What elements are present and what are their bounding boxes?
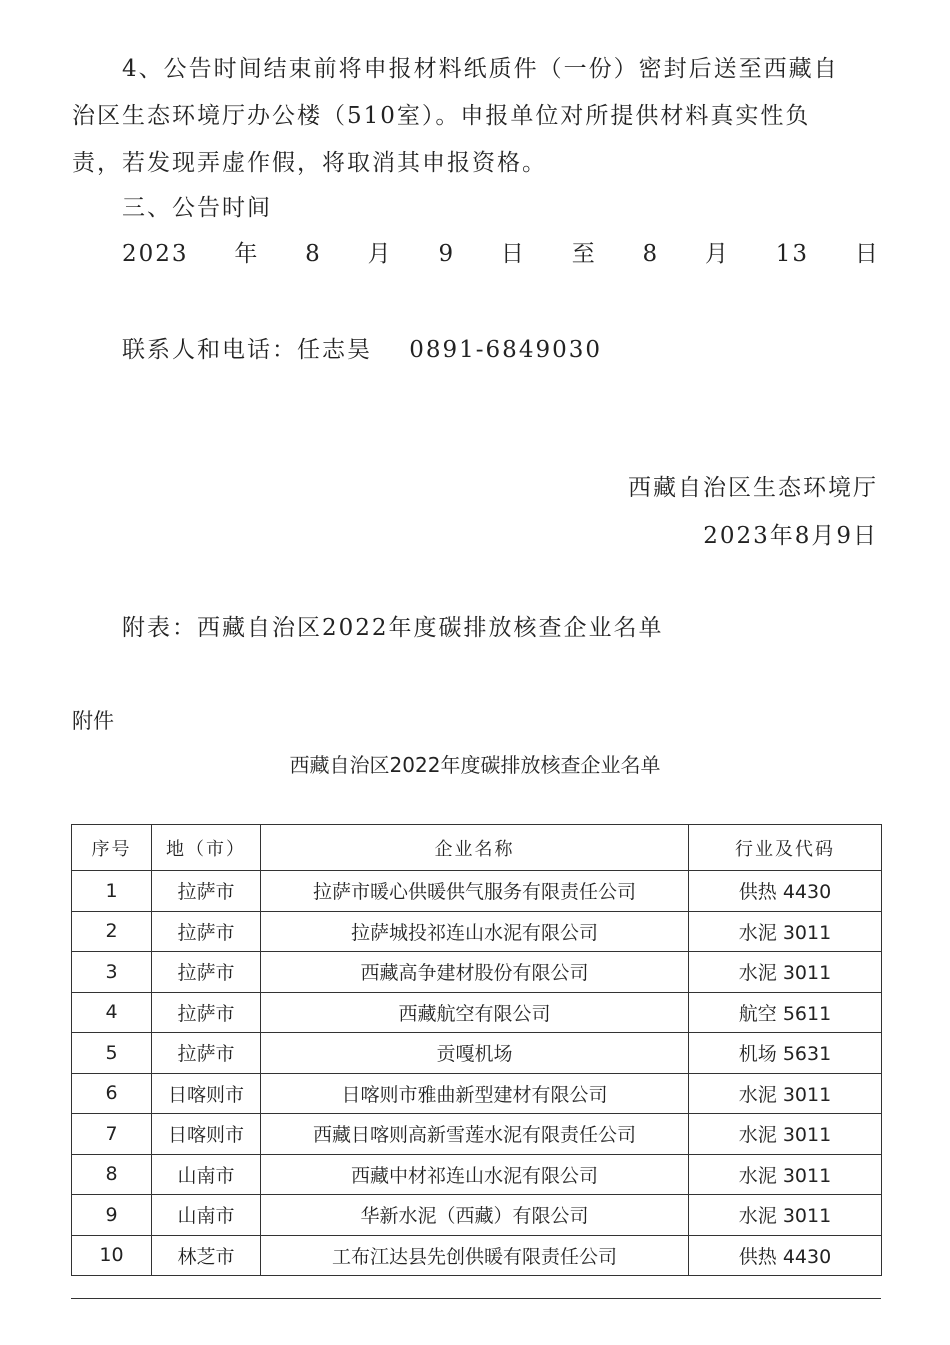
cell-industry: 水泥 3011	[689, 1154, 882, 1195]
cell-index: 8	[72, 1154, 152, 1195]
appendix-note: 附表：西藏自治区2022年度碳排放核查企业名单	[122, 615, 664, 641]
attachment-label: 附件	[72, 709, 114, 733]
cell-index: 4	[72, 992, 152, 1033]
period-token: 至	[571, 241, 597, 267]
cell-city: 拉萨市	[152, 1033, 261, 1074]
cell-industry: 水泥 3011	[689, 1114, 882, 1155]
cell-company: 西藏日喀则高新雪莲水泥有限责任公司	[261, 1114, 689, 1155]
cell-index: 9	[72, 1195, 152, 1236]
cell-company: 贡嘎机场	[261, 1033, 689, 1074]
cell-company: 工布江达县先创供暖有限责任公司	[261, 1235, 689, 1276]
cell-city: 拉萨市	[152, 992, 261, 1033]
item-4-line: 治区生态环境厅办公楼（510室）。申报单位对所提供材料真实性负	[72, 103, 811, 129]
period-token: 年	[234, 241, 260, 267]
cell-industry: 供热 4430	[689, 1235, 882, 1276]
table-row	[72, 1033, 882, 1074]
cell-company: 日喀则市雅曲新型建材有限公司	[261, 1073, 689, 1114]
item-4-line: 责，若发现弄虚作假，将取消其申报资格。	[72, 150, 547, 176]
footer-rule	[71, 1298, 881, 1299]
header-company: 企业名称	[261, 825, 689, 871]
cell-city: 林芝市	[152, 1235, 261, 1276]
cell-city: 山南市	[152, 1195, 261, 1236]
issuer: 西藏自治区生态环境厅	[628, 475, 878, 501]
cell-company: 拉萨城投祁连山水泥有限公司	[261, 911, 689, 952]
cell-industry: 机场 5631	[689, 1033, 882, 1074]
table-row	[72, 911, 882, 952]
cell-index: 1	[72, 871, 152, 912]
cell-company: 拉萨市暖心供暖供气服务有限责任公司	[261, 871, 689, 912]
enterprise-table	[71, 824, 882, 1276]
cell-company: 西藏高争建材股份有限公司	[261, 952, 689, 993]
table-row	[72, 992, 882, 1033]
table-title: 西藏自治区2022年度碳排放核查企业名单	[289, 753, 661, 777]
cell-company: 华新水泥（西藏）有限公司	[261, 1195, 689, 1236]
table-row	[72, 1154, 882, 1195]
cell-index: 3	[72, 952, 152, 993]
period-token: 月	[367, 241, 393, 267]
period-token: 2023	[122, 241, 189, 267]
cell-industry: 水泥 3011	[689, 1073, 882, 1114]
cell-index: 5	[72, 1033, 152, 1074]
cell-city: 拉萨市	[152, 952, 261, 993]
cell-index: 7	[72, 1114, 152, 1155]
cell-industry: 水泥 3011	[689, 911, 882, 952]
table-row	[72, 1235, 882, 1276]
item-4-paragraph	[72, 46, 880, 187]
cell-index: 2	[72, 911, 152, 952]
header-industry: 行业及代码	[689, 825, 882, 871]
table-row	[72, 1114, 882, 1155]
header-city: 地（市）	[152, 825, 261, 871]
header-index: 序号	[72, 825, 152, 871]
cell-industry: 供热 4430	[689, 871, 882, 912]
table-row	[72, 952, 882, 993]
cell-index: 6	[72, 1073, 152, 1114]
cell-industry: 水泥 3011	[689, 952, 882, 993]
cell-city: 山南市	[152, 1154, 261, 1195]
table-row	[72, 1195, 882, 1236]
period-token: 月	[704, 241, 730, 267]
cell-city: 日喀则市	[152, 1073, 261, 1114]
announcement-period	[72, 231, 880, 278]
period-token: 13	[775, 241, 810, 267]
cell-index: 10	[72, 1235, 152, 1276]
table-header-row	[72, 825, 882, 871]
period-token: 日	[500, 241, 526, 267]
item-4-line: 4、公告时间结束前将申报材料纸质件（一份）密封后送至西藏自	[122, 56, 839, 82]
period-token: 8	[305, 241, 322, 267]
cell-company: 西藏中材祁连山水泥有限公司	[261, 1154, 689, 1195]
table-row	[72, 1073, 882, 1114]
issue-date: 2023年8月9日	[703, 523, 878, 549]
period-token: 日	[854, 241, 880, 267]
cell-city: 拉萨市	[152, 871, 261, 912]
table-row	[72, 871, 882, 912]
cell-industry: 航空 5611	[689, 992, 882, 1033]
contact-line: 联系人和电话：任志昊 0891-6849030	[122, 337, 602, 363]
period-token: 9	[438, 241, 456, 267]
cell-city: 拉萨市	[152, 911, 261, 952]
section-3-heading: 三、公告时间	[122, 195, 272, 221]
cell-city: 日喀则市	[152, 1114, 261, 1155]
cell-company: 西藏航空有限公司	[261, 992, 689, 1033]
cell-industry: 水泥 3011	[689, 1195, 882, 1236]
period-token: 8	[642, 241, 660, 267]
